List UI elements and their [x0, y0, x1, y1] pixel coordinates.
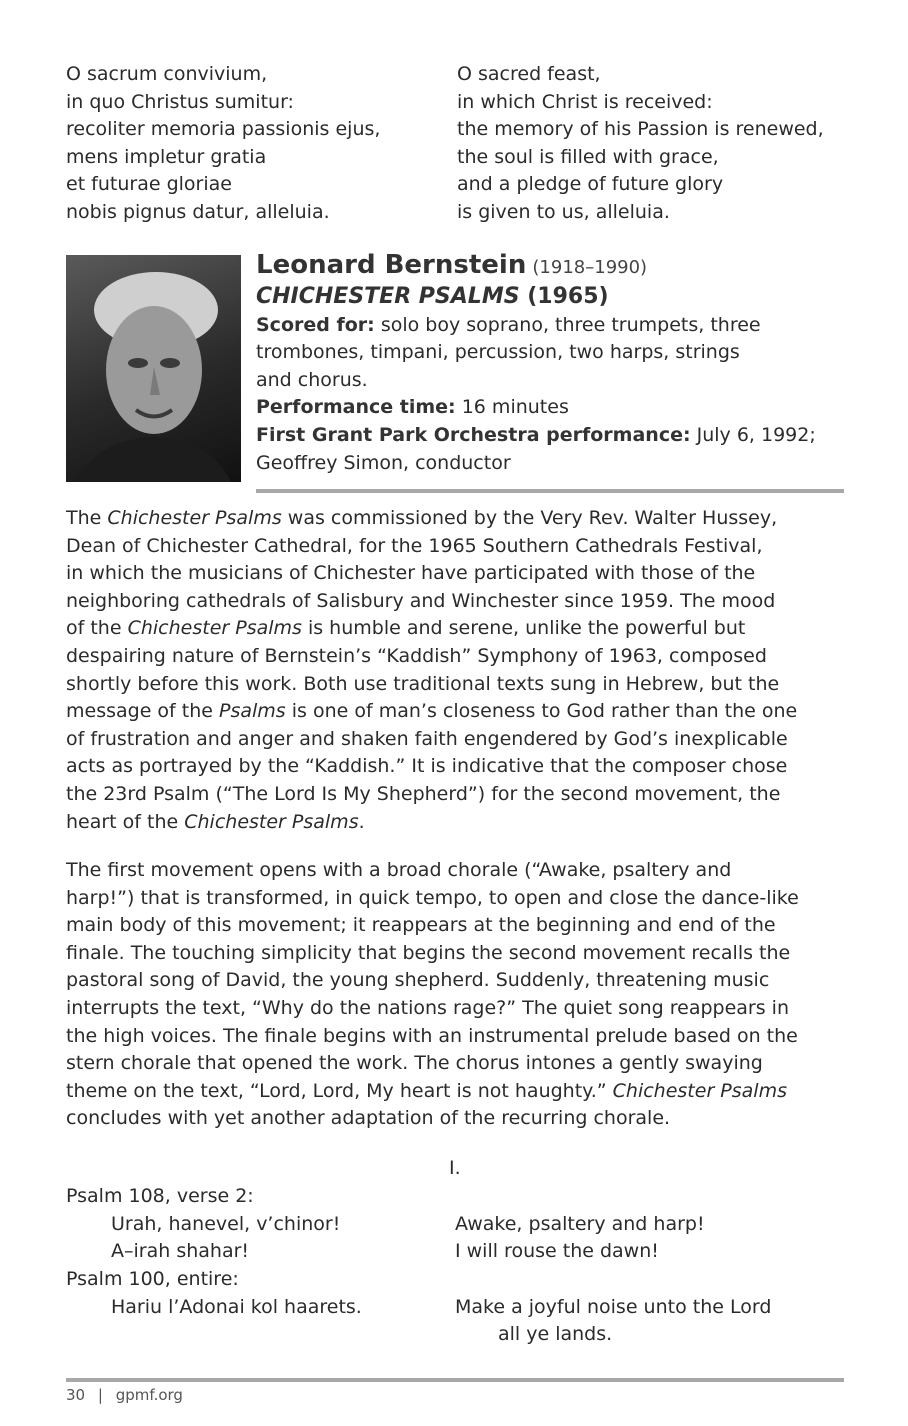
first-value: July 6, 1992; [696, 423, 816, 446]
conductor: Geoffrey Simon, conductor [256, 451, 511, 474]
first-performance [256, 422, 856, 450]
section-divider [256, 489, 844, 493]
composer-heading [256, 252, 856, 282]
para-line: the high voices. The finale begins with an instrumental prelude based on the [66, 1024, 798, 1047]
para-line: theme on the text, “Lord, Lord, My heart is not haughty.” Chichester Psalms [66, 1079, 787, 1102]
para-line: despairing nature of Bernstein’s “Kaddish” Symphony of 1963, composed [66, 644, 767, 667]
paragraph-1 [66, 505, 848, 836]
psalm-ref-1: Psalm 108, verse 2: [66, 1185, 254, 1207]
para-line: harp!”) that is transformed, in quick tempo, to open and close the dance-like [66, 886, 799, 909]
scored-label: Scored for: [256, 313, 375, 336]
scored-line-3: and chorus. [256, 368, 368, 391]
paragraph-2 [66, 857, 848, 1133]
latin-line: O sacrum convivium, [66, 63, 268, 85]
time-value: 16 minutes [461, 396, 569, 419]
english-verse-1: Awake, psaltery and harp! [455, 1213, 705, 1235]
scored-line-1: solo boy soprano, three trumpets, three [380, 313, 761, 336]
english-line: and a pledge of future glory [457, 173, 724, 196]
page-footer [66, 1386, 183, 1404]
performance-time [256, 394, 856, 422]
footer-divider [66, 1378, 844, 1382]
para-line: main body of this movement; it reappears at the beginning and end of the [66, 914, 776, 937]
work-title-text: CHICHESTER PSALMS [256, 283, 520, 309]
scored-line-2: trombones, timpani, percussion, two harps, strings [256, 341, 740, 364]
latin-line: in quo Christus sumitur: [66, 90, 294, 113]
composer-name: Leonard Bernstein [256, 250, 527, 280]
footer-separator: | [97, 1386, 103, 1404]
latin-line: et futurae gloriae [66, 173, 232, 196]
hebrew-line-1: Urah, hanevel, v’chinor! [111, 1213, 341, 1235]
psalm-ref-2: Psalm 100, entire: [66, 1268, 239, 1290]
english-line: is given to us, alleluia. [457, 200, 670, 223]
english-verse-2: I will rouse the dawn! [455, 1240, 659, 1262]
hebrew-line-2: A–irah shahar! [111, 1240, 250, 1262]
para-line: The Chichester Psalms was commissioned by the Very Rev. Walter Hussey, [66, 507, 778, 529]
para-line: message of the Psalms is one of man’s closeness to God rather than the one [66, 700, 798, 723]
para-line: neighboring cathedrals of Salisbury and Winchester since 1959. The mood [66, 589, 776, 612]
latin-line: mens impletur gratia [66, 145, 267, 168]
para-line: stern chorale that opened the work. The chorus intones a gently swaying [66, 1052, 763, 1075]
english-column [457, 61, 824, 227]
english-verse-3: Make a joyful noise unto the Lord [455, 1296, 772, 1318]
time-label: Performance time: [256, 396, 456, 419]
work-title [256, 282, 856, 312]
english-line: the memory of his Passion is renewed, [457, 118, 824, 141]
para-line: finale. The touching simplicity that begins the second movement recalls the [66, 941, 791, 964]
latin-column [66, 61, 380, 227]
hebrew-line-3: Hariu l’Adonai kol haarets. [111, 1296, 362, 1318]
composer-dates: (1918–1990) [532, 257, 648, 278]
para-line: the 23rd Psalm (“The Lord Is My Shepherd”) for the second movement, the [66, 782, 781, 805]
composer-portrait [66, 255, 241, 482]
para-line: Dean of Chichester Cathedral, for the 1965 Southern Cathedrals Festival, [66, 534, 763, 557]
para-line: of frustration and anger and shaken faith engendered by God’s inexplicable [66, 727, 788, 750]
site-link[interactable]: gpmf.org [115, 1386, 183, 1404]
para-line: of the Chichester Psalms is humble and serene, unlike the powerful but [66, 617, 746, 640]
page-number: 30 [66, 1386, 86, 1404]
scored-for [256, 312, 856, 340]
para-line: heart of the Chichester Psalms. [66, 810, 365, 833]
para-line: interrupts the text, “Why do the nations rage?” The quiet song reappears in [66, 996, 789, 1019]
english-verse-3-cont: all ye lands. [498, 1323, 613, 1345]
english-line: the soul is filled with grace, [457, 145, 719, 168]
english-line: O sacred feast, [457, 63, 601, 85]
para-line: in which the musicians of Chichester have participated with those of the [66, 562, 756, 585]
first-label: First Grant Park Orchestra performance: [256, 423, 691, 446]
english-line: in which Christ is received: [457, 90, 713, 113]
para-line: shortly before this work. Both use traditional texts sung in Hebrew, but the [66, 672, 780, 695]
para-line: The first movement opens with a broad chorale (“Awake, psaltery and [66, 859, 732, 881]
work-info [256, 252, 856, 477]
para-line: concludes with yet another adaptation of the recurring chorale. [66, 1107, 671, 1130]
movement-number: I. [449, 1157, 461, 1179]
para-line: acts as portrayed by the “Kaddish.” It is indicative that the composer chose [66, 755, 788, 778]
latin-line: recoliter memoria passionis ejus, [66, 118, 381, 141]
latin-line: nobis pignus datur, alleluia. [66, 200, 330, 223]
para-line: pastoral song of David, the young shepherd. Suddenly, threatening music [66, 969, 770, 992]
work-year: (1965) [527, 283, 609, 309]
